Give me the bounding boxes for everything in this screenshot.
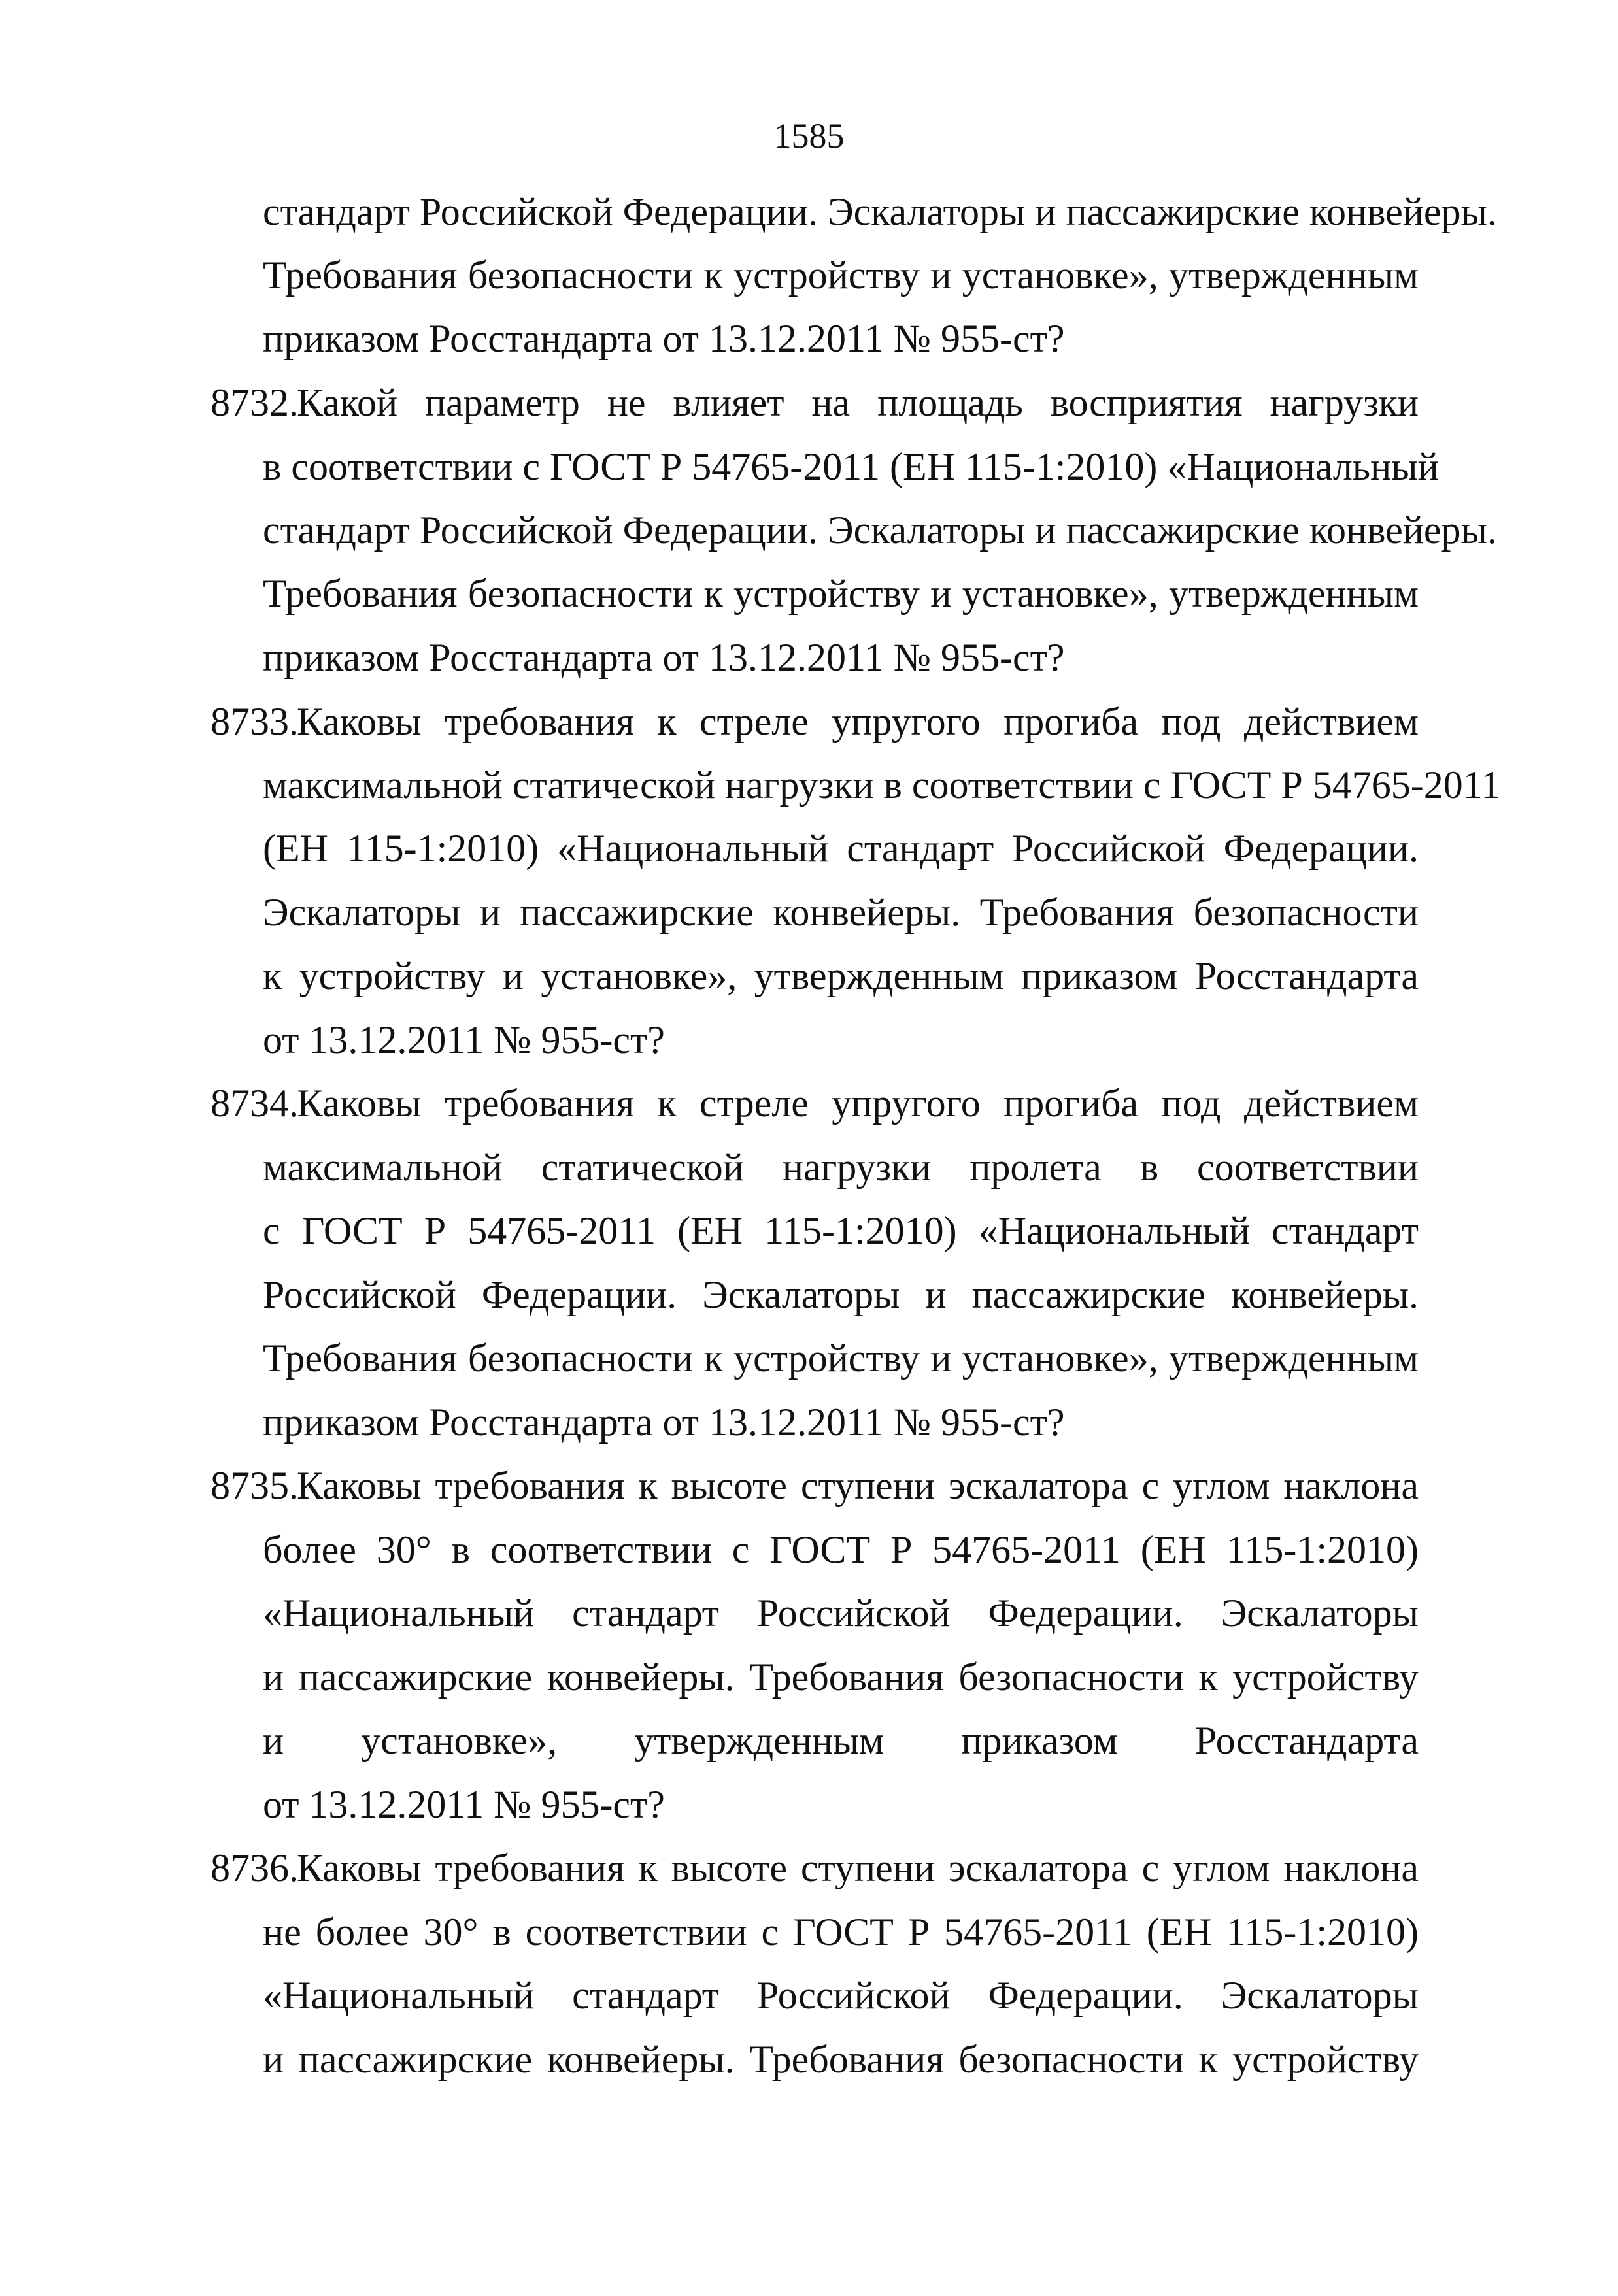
text-line: «Национальный стандарт Российской Федерации. Эскалаторы	[263, 1591, 1419, 1635]
text-line: приказом Росстандарта от 13.12.2011 № 955-ст?	[263, 317, 1065, 360]
question-first-line	[211, 1080, 1419, 1127]
text-line: от 13.12.2011 № 955-ст?	[263, 1018, 665, 1061]
question-first-line	[211, 1844, 1419, 1891]
text-line: более 30° в соответствии с ГОСТ Р 54765-2011 (ЕН 115-1:2010)	[263, 1528, 1419, 1571]
text-line: Российской Федерации. Эскалаторы и пассажирские конвейеры.	[263, 1273, 1419, 1316]
question-text: Какой параметр не влияет на площадь восприятия нагрузки	[297, 381, 1419, 424]
question-first-line	[211, 379, 1419, 426]
question-number: 8733.	[211, 700, 299, 743]
text-line: максимальной статической нагрузки в соответствии с ГОСТ Р 54765-2011	[263, 763, 1501, 807]
text-line: Требования безопасности к устройству и установке», утвержденным	[263, 572, 1419, 615]
text-line: (ЕН 115-1:2010) «Национальный стандарт Российской Федерации.	[263, 827, 1419, 870]
question-number: 8734.	[211, 1082, 299, 1125]
question-text: Каковы требования к высоте ступени эскалатора с углом наклона	[297, 1846, 1419, 1889]
text-line: стандарт Российской Федерации. Эскалаторы и пассажирские конвейеры.	[263, 190, 1497, 233]
question-number: 8736.	[211, 1846, 299, 1889]
text-line: и установке», утвержденным приказом Росстандарта	[263, 1719, 1419, 1762]
text-line: «Национальный стандарт Российской Федерации. Эскалаторы	[263, 1974, 1419, 2017]
text-line: Требования безопасности к устройству и установке», утвержденным	[263, 1337, 1419, 1380]
page-number: 1585	[773, 116, 845, 156]
question-text: Каковы требования к высоте ступени эскалатора с углом наклона	[297, 1464, 1419, 1507]
text-line: не более 30° в соответствии с ГОСТ Р 54765-2011 (ЕН 115-1:2010)	[263, 1910, 1419, 1954]
text-line: в соответствии с ГОСТ Р 54765-2011 (ЕН 115-1:2010) «Национальный	[263, 445, 1439, 488]
text-line: стандарт Российской Федерации. Эскалаторы и пассажирские конвейеры.	[263, 508, 1497, 552]
text-line: и пассажирские конвейеры. Требования безопасности к устройству	[263, 2038, 1419, 2081]
text-line: и пассажирские конвейеры. Требования безопасности к устройству	[263, 1655, 1419, 1699]
question-number: 8735.	[211, 1464, 299, 1507]
text-line: от 13.12.2011 № 955-ст?	[263, 1783, 665, 1826]
text-line: приказом Росстандарта от 13.12.2011 № 955-ст?	[263, 636, 1065, 679]
question-text: Каковы требования к стреле упругого прогиба под действием	[297, 700, 1419, 743]
text-line: с ГОСТ Р 54765-2011 (ЕН 115-1:2010) «Национальный стандарт	[263, 1209, 1419, 1252]
question-text: Каковы требования к стреле упругого прогиба под действием	[297, 1082, 1419, 1125]
text-line: Требования безопасности к устройству и установке», утвержденным	[263, 254, 1419, 297]
question-first-line	[211, 698, 1419, 745]
question-number: 8732.	[211, 381, 299, 424]
question-first-line	[211, 1462, 1419, 1509]
text-line: приказом Росстандарта от 13.12.2011 № 955-ст?	[263, 1401, 1065, 1444]
text-line: к устройству и установке», утвержденным приказом Росстандарта	[263, 954, 1419, 997]
text-line: Эскалаторы и пассажирские конвейеры. Требования безопасности	[263, 891, 1419, 934]
text-line: максимальной статической нагрузки пролета в соответствии	[263, 1146, 1419, 1189]
